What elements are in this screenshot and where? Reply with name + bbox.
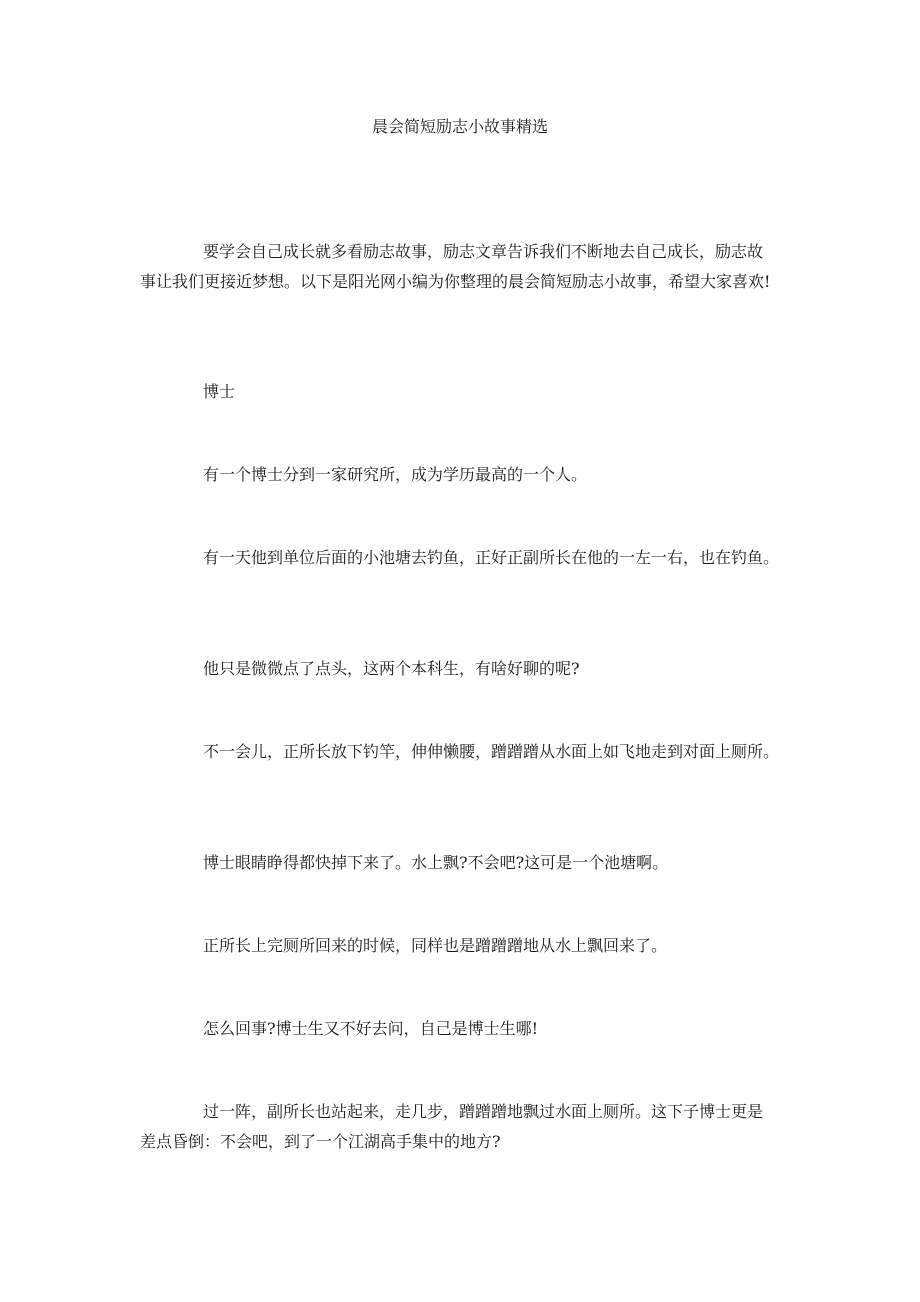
paragraph: 怎么回事?博士生又不好去问，自己是博士生哪! (203, 1019, 539, 1038)
paragraph: 博士眼睛睁得都快掉下来了。水上飘?不会吧?这可是一个池塘啊。 (203, 853, 669, 872)
paragraph-line-1: 过一阵，副所长也站起来，走几步，蹭蹭蹭地飘过水面上厕所。这下子博士更是 (203, 1102, 764, 1121)
intro-line-1: 要学会自己成长就多看励志故事，励志文章告诉我们不断地去自己成长，励志故 (203, 242, 764, 261)
paragraph: 正所长上完厕所回来的时候，同样也是蹭蹭蹭地从水上飘回来了。 (203, 936, 668, 955)
paragraph: 有一天他到单位后面的小池塘去钓鱼，正好正副所长在他的一左一右，也在钓鱼。 (203, 548, 780, 567)
section-heading: 博士 (203, 382, 236, 401)
document-title: 晨会简短励志小故事精选 (371, 117, 548, 136)
paragraph: 有一个博士分到一家研究所，成为学历最高的一个人。 (203, 465, 588, 484)
paragraph: 不一会儿，正所长放下钓竿，伸伸懒腰，蹭蹭蹭从水面上如飞地走到对面上厕所。 (203, 742, 780, 761)
intro-line-2: 事让我们更接近梦想。以下是阳光网小编为你整理的晨会简短励志小故事，希望大家喜欢! (140, 272, 771, 291)
paragraph: 他只是微微点了点头，这两个本科生，有啥好聊的呢? (203, 659, 580, 678)
paragraph-line-2: 差点昏倒：不会吧，到了一个江湖高手集中的地方? (140, 1132, 501, 1151)
